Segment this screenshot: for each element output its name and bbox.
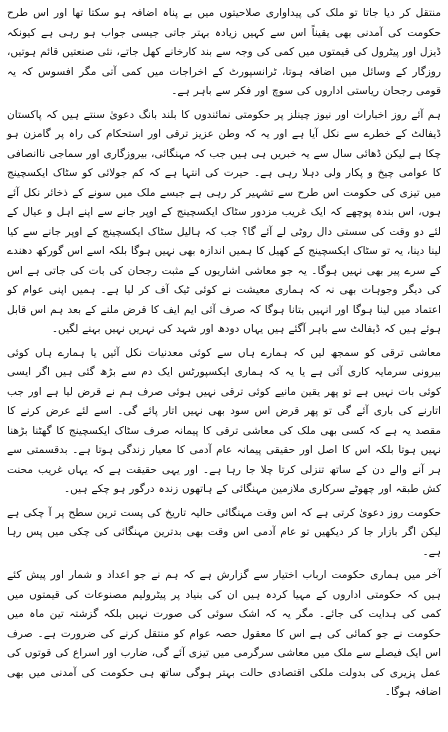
article-paragraph: آخر میں ہماری حکومت ارباب اختیار سے گزارش ہے کہ ہم نے جو اعداد و شمار اور پیش کئے ہیں کہ حکومتی اداروں کے مہیا کردہ ہیں ان کی بنیاد پر پیٹرولیم مصنوعات کی قیمتوں میں کمی کی ہدایت کی جائے۔ مگر یہ کہ اشک سوئی کی صورت نہیں بلکہ گزشتہ تین ماہ میں حکومت نے جو کمائی کی ہے اس کا معقول حصہ عوام کو منتقل کرنے کی ضرورت ہے۔ صرف اس ایک فیصلے سے ملک میں معاشی سرگرمی میں تیزی آئے گی، ضارب اور اسراع کی قوتوں کی عمل پزیری کی بدولت ملکی اقتصادی حالت بہتر ہوگی ساتھ ہی حکومت کی آمدنی میں بھی اضافہ ہوگا۔ [7,569,441,698]
article-paragraph: ہم آئے روز اخبارات اور نیوز چینلز پر حکومتی نمائندوں کا بلند بانگ دعویٰ سنتے ہیں کہ پاکستان ڈیفالٹ کے خطرے سے نکل آیا ہے اور یہ کہ وطن عزیز ترقی اور استحکام کی راہ پر گامزن ہو چکا ہے لیکن ڈھائی سال سے یہ خبریں ہی ہیں جب کہ مہنگائی، بیروزگاری اور سماجی ناانصافی کا عوامی چیخ و پکار ولی دہلا رہی ہے۔ حیرت کی انتہا ہے کہ کم جولائی کو سٹاک ایکسچینج میں تیزی کی حکومت اس طرح سے تشہیر کر رہی ہے جیسے ملک میں سونے کے ذخائر نکل آئے ہوں، اس بندہ پوچھے کہ ایک غریب مزدور سٹاک ایکسچینج کے اوپر جانے سے اپنے اہل و عیال کے لئے دو وقت کی سستی دال روٹی لے آئے گا؟ جب کہ ہالیل سٹاک ایکسچینج کے اوپر جانے سے کیا لینا دینا، یہ تو سٹاک ایکسچینج کے کھیل کا ہمیں اندازہ بھی نہیں ہوگا بلکہ اسے اس گورکھ دھندے کے سرے پیر بھی نہیں ہوگا۔ یہ جو معاشی اشاریوں کے مثبت رجحان کی بات کی جاتی ہے اس کی دیگر وجوہات بھی نہ کہ ہماری معیشت نے کوئی ٹیک آف کر لیا ہے۔ ہمیں اپنی عوام کو اعتماد میں لینا ہوگا اور انہیں بتانا ہوگا کہ صرف آئی ایم ایف کا قرض ملنے کے بعد ہم اس قابل ہوئے ہیں کہ ڈیفالٹ سے باہر آگئے ہیں یہاں دودھ اور شہد کی نہریں نہیں بہنے لگیں۔ [7,108,441,335]
article-paragraph: معاشی ترقی کو سمجھ لیں کہ ہمارے ہاں سے کوئی معدنیات نکل آئیں یا ہمارے ہاں کوئی بیرونی سرمایہ کاری آئی ہے یا یہ کہ ہماری ایکسپورٹس ایک دم سے بڑھ گئی ہیں اگر ایسی کوئی بات نہیں ہے تو پھر یقین مانیے کوئی ترقی نہیں ہوئی صرف ہم نے قرض لیا ہے اور جب اتارنے کی باری آئے گی تو پھر قرض اس سود بھی نہیں اتار پائے گی۔ اسے لئے عرض کرنے کا مقصد یہ ہے کہ کسی بھی ملک کی معاشی ترقی کا پیمانہ صرف سٹاک ایکسچینج کا گھٹنا بڑھنا نہیں ہوتا بلکہ اس کا اصل اور حقیقی پیمانہ عام آدمی کا معیار زندگی ہوتا ہے۔ بدقسمتی سے ہر آنے والے دن کے ساتھ تنزلی کرتا چلا جا رہا ہے۔ اور یہی حقیقت ہے کہ یہاں غریب محنت کش طبقہ اور چھوٹے سرکاری ملازمین مہنگائی کے ہاتھوں زندہ درگور ہو چکے ہیں۔ [7,346,441,495]
article-paragraph: حکومت روز دعویٰ کرتی ہے کہ اس وقت مہنگائی حالیہ تاریخ کی پست ترین سطح پر آ چکی ہے لیکن اگر بازار جا کر دیکھیں تو عام آدمی اس وقت بھی بدترین مہنگائی کی چکی میں پس رہا ہے۔ [7,506,441,558]
article-paragraph: منتقل کر دیا جاتا تو ملک کی پیداواری صلاحیتوں میں بے پناہ اضافہ ہو سکتا تھا اور اس طرح حکومت کی آمدنی بھی یقیناً اس سے کہیں زیادہ بہتر جاتی جیسی جواب ہو رہی ہے کیونکہ ڈیزل اور پیٹرول کی قیمتوں میں کمی کی وجہ سے بند کارخانے کھل جاتے، نئی صنعتیں قائم ہوتیں، روزگار کے وسائل میں اضافہ ہوتا، ٹرانسپورٹ کے اخراجات میں کمی آتی مگر افسوس کہ یہ قومی رجحان ریاستی اداروں کی سوچ اور فکر سے باہر ہے۔ [7,7,441,97]
